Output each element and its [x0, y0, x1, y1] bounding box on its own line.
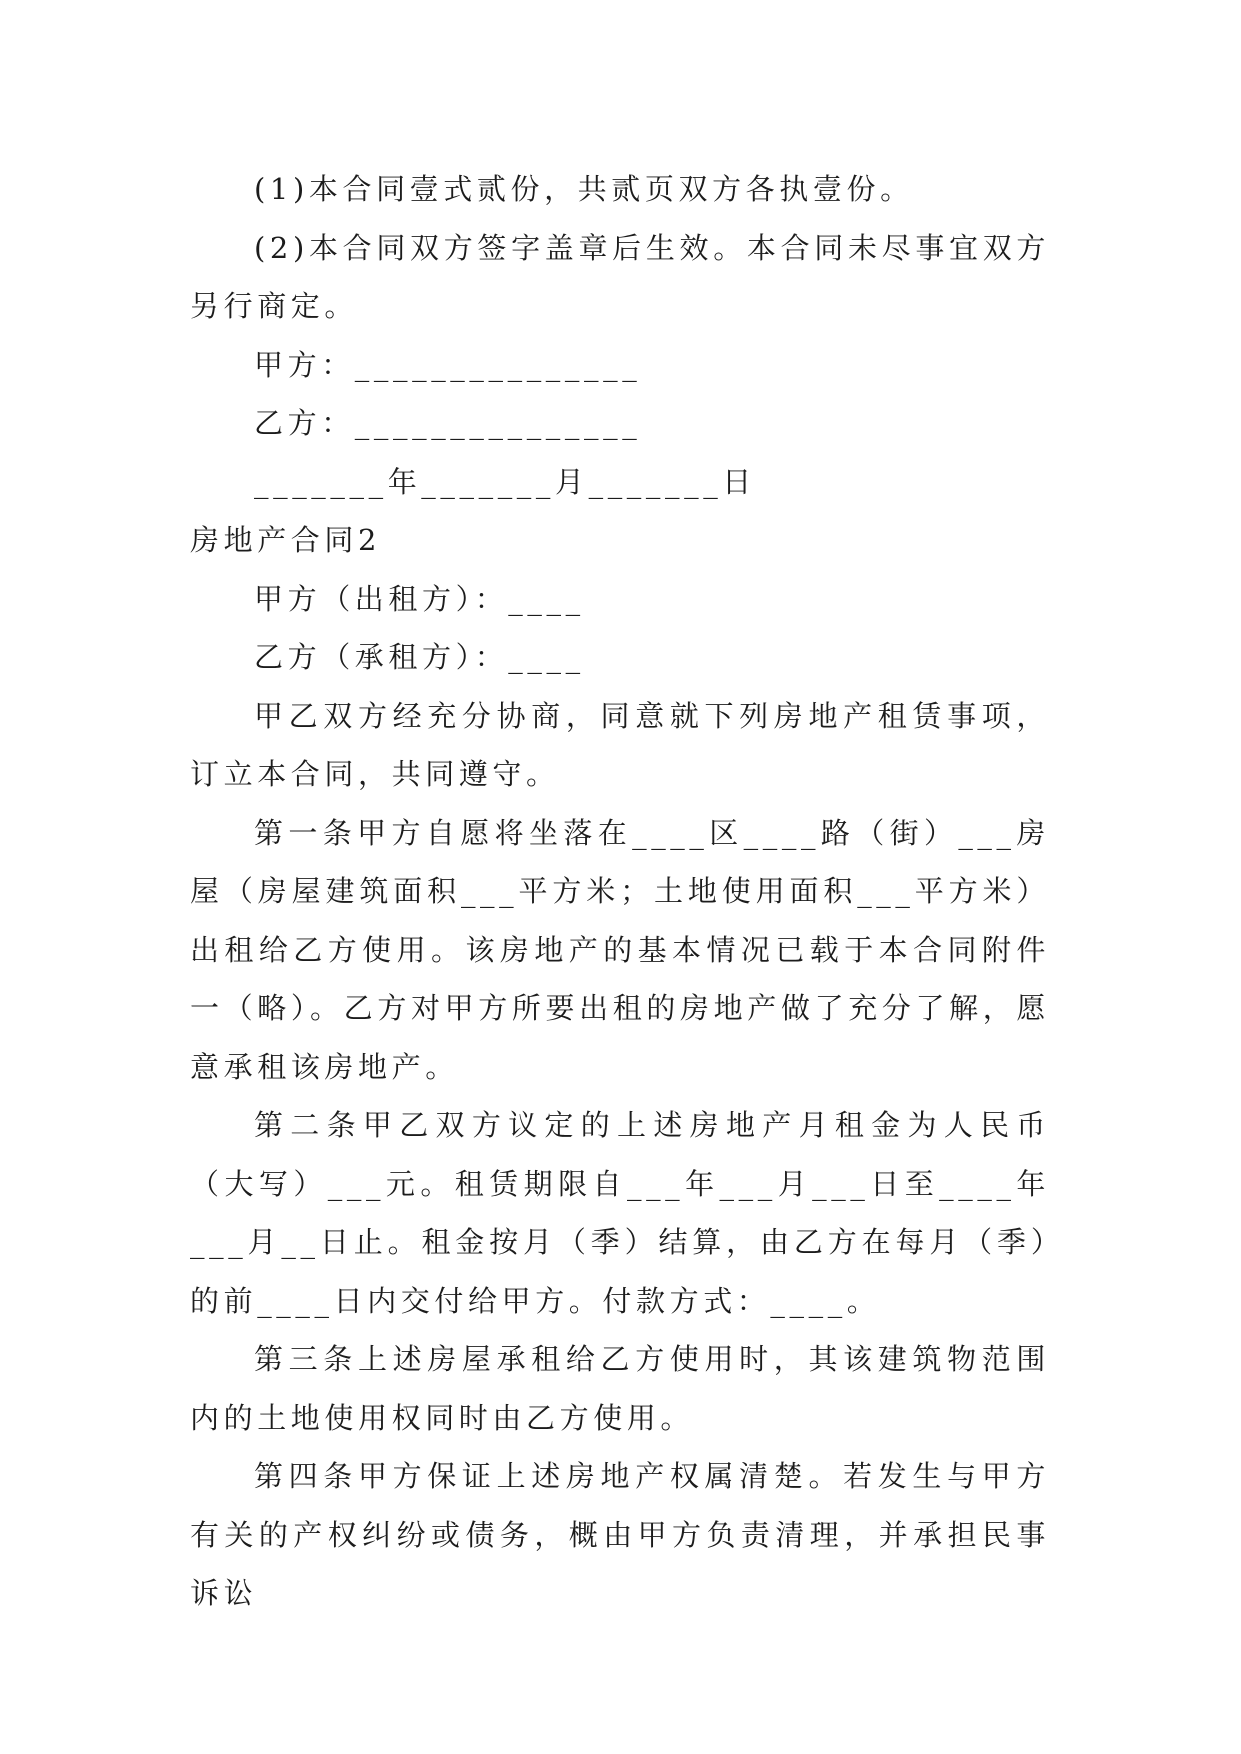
article-3: 第三条上述房屋承租给乙方使用时，其该建筑物范围内的土地使用权同时由乙方使用。 — [190, 1342, 1050, 1435]
section-title: 房地产合同2 — [190, 523, 382, 557]
party-lessor: 甲方（出租方）：____ — [254, 581, 585, 616]
party-lessee: 乙方（承租方）：____ — [254, 640, 585, 674]
preamble: 甲乙双方经充分协商，同意就下列房地产租赁事项，订立本合同，共同遵守。 — [190, 698, 1050, 791]
clause-effective: (2)本合同双方签字盖章后生效。本合同未尽事宜双方另行商定。 — [190, 230, 1050, 323]
signature-date: _______年_______月_______日 — [254, 464, 756, 499]
article-1: 第一条甲方自愿将坐落在____区____路（街）___房屋（房屋建筑面积___平方米；土地使用面积___平方米）出租给乙方使用。该房地产的基本情况已载于本合同附件一（略）。乙方对甲方所要出租的房地产做了充分了解，愿意承租该房地产。 — [190, 815, 1050, 1084]
document-body — [190, 160, 1050, 1623]
signature-party-a: 甲方：_______________ — [254, 347, 642, 382]
article-2: 第二条甲乙双方议定的上述房地产月租金为人民币（大写）___元。租赁期限自___年___月___日至____年___月__日止。租金按月（季）结算，由乙方在每月（季）的前____日内交付给甲方。付款方式：____。 — [190, 1108, 1050, 1318]
clause-copies: (1)本合同壹式贰份，共贰页双方各执壹份。 — [254, 172, 914, 206]
article-4: 第四条甲方保证上述房地产权属清楚。若发生与甲方有关的产权纠纷或债务，概由甲方负责清理，并承担民事诉讼 — [190, 1459, 1050, 1610]
signature-party-b: 乙方：_______________ — [254, 406, 642, 440]
